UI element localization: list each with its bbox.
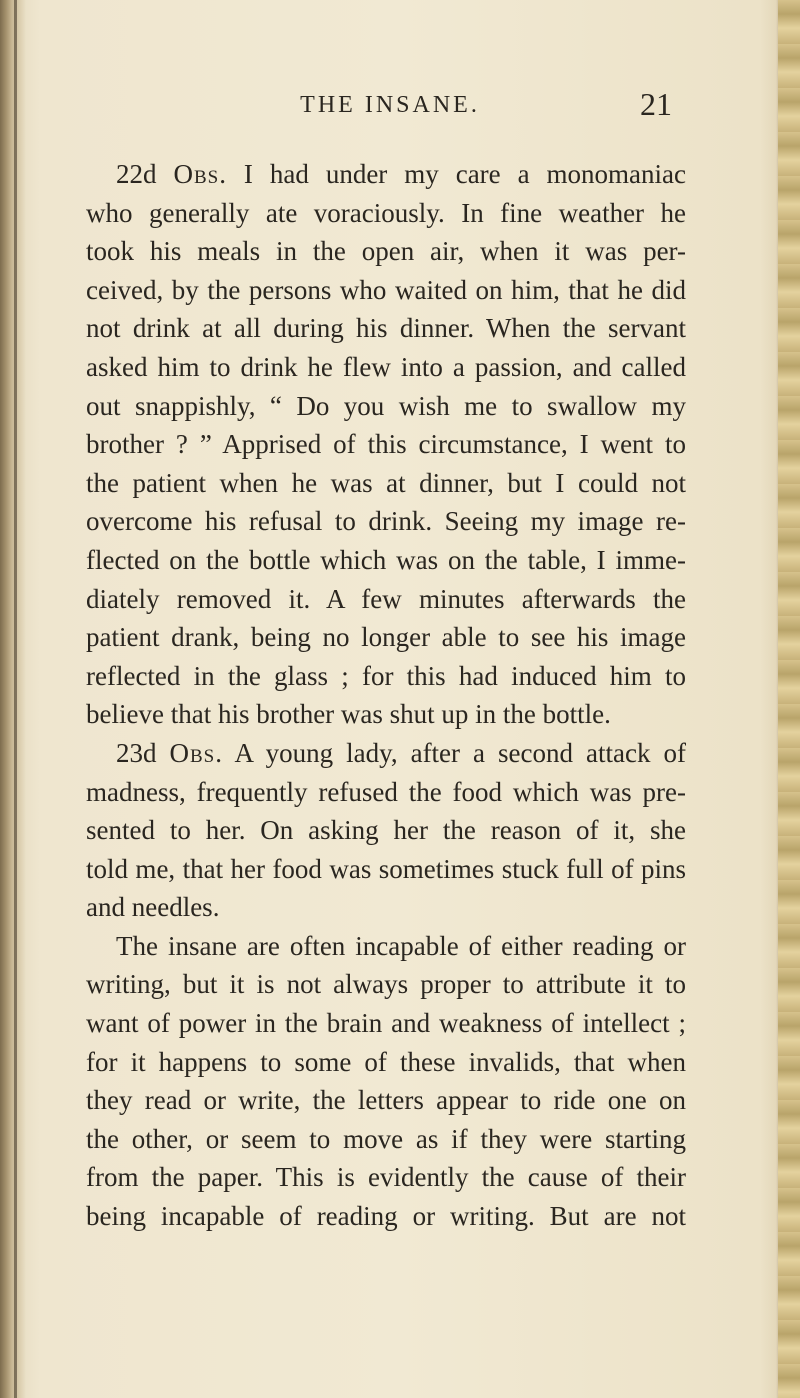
text-line: overcome his refusal to drink. Seeing my image re- bbox=[86, 506, 686, 537]
text-line: madness, frequently refused the food which was pre- bbox=[86, 776, 686, 807]
text-line: writing, but it is not always proper to attribute it to bbox=[86, 969, 686, 1000]
text-line: 23d Obs. A young lady, after a second attack of bbox=[116, 737, 686, 768]
text-line: the patient when he was at dinner, but I could not bbox=[86, 467, 686, 498]
text-line: want of power in the brain and weakness of intellect ; bbox=[86, 1008, 686, 1039]
text-line: for it happens to some of these invalids, that when bbox=[86, 1046, 686, 1077]
text-line: brother ? ” Apprised of this circumstance, I went to bbox=[86, 429, 686, 460]
page-header bbox=[0, 86, 800, 142]
text-line: from the paper. This is evidently the cause of their bbox=[86, 1162, 686, 1193]
text-line: flected on the bottle which was on the table, I imme- bbox=[86, 544, 686, 575]
text-line: ceived, by the persons who waited on him, that he did bbox=[86, 274, 686, 305]
text-line: not drink at all during his dinner. When the servant bbox=[86, 313, 686, 344]
text-line: reflected in the glass ; for this had induced him to bbox=[86, 660, 686, 691]
text-line: believe that his brother was shut up in the bottle. bbox=[86, 699, 611, 730]
page-fore-edge bbox=[778, 0, 800, 1398]
binding-shadow bbox=[14, 0, 17, 1398]
page-binding-edge bbox=[0, 0, 26, 1398]
page-number: 21 bbox=[640, 86, 672, 122]
text-line: the other, or seem to move as if they were starting bbox=[86, 1123, 686, 1154]
text-line: who generally ate voraciously. In fine weather he bbox=[86, 197, 686, 228]
text-line: being incapable of reading or writing. But are not bbox=[86, 1201, 686, 1232]
text-line: diately removed it. A few minutes afterwards the bbox=[86, 583, 686, 614]
text-line: told me, that her food was sometimes stuck full of pins bbox=[86, 853, 686, 884]
text-line: took his meals in the open air, when it was per- bbox=[86, 236, 686, 267]
text-line: The insane are often incapable of either reading or bbox=[116, 930, 686, 961]
running-head: THE INSANE. bbox=[300, 92, 480, 118]
text-line: asked him to drink he flew into a passion, and called bbox=[86, 351, 686, 382]
text-line: patient drank, being no longer able to see his image bbox=[86, 622, 686, 653]
text-line: sented to her. On asking her the reason of it, she bbox=[86, 815, 686, 846]
text-line: out snappishly, “ Do you wish me to swallow my bbox=[86, 390, 686, 421]
text-line: 22d Obs. I had under my care a monomaniac bbox=[116, 159, 687, 189]
obs-small-caps: Obs. bbox=[169, 737, 224, 768]
text-line: and needles. bbox=[86, 892, 220, 923]
text-line: they read or write, the letters appear to ride one on bbox=[86, 1085, 686, 1116]
body-text bbox=[86, 155, 686, 1236]
obs-small-caps: Obs. bbox=[173, 159, 227, 189]
